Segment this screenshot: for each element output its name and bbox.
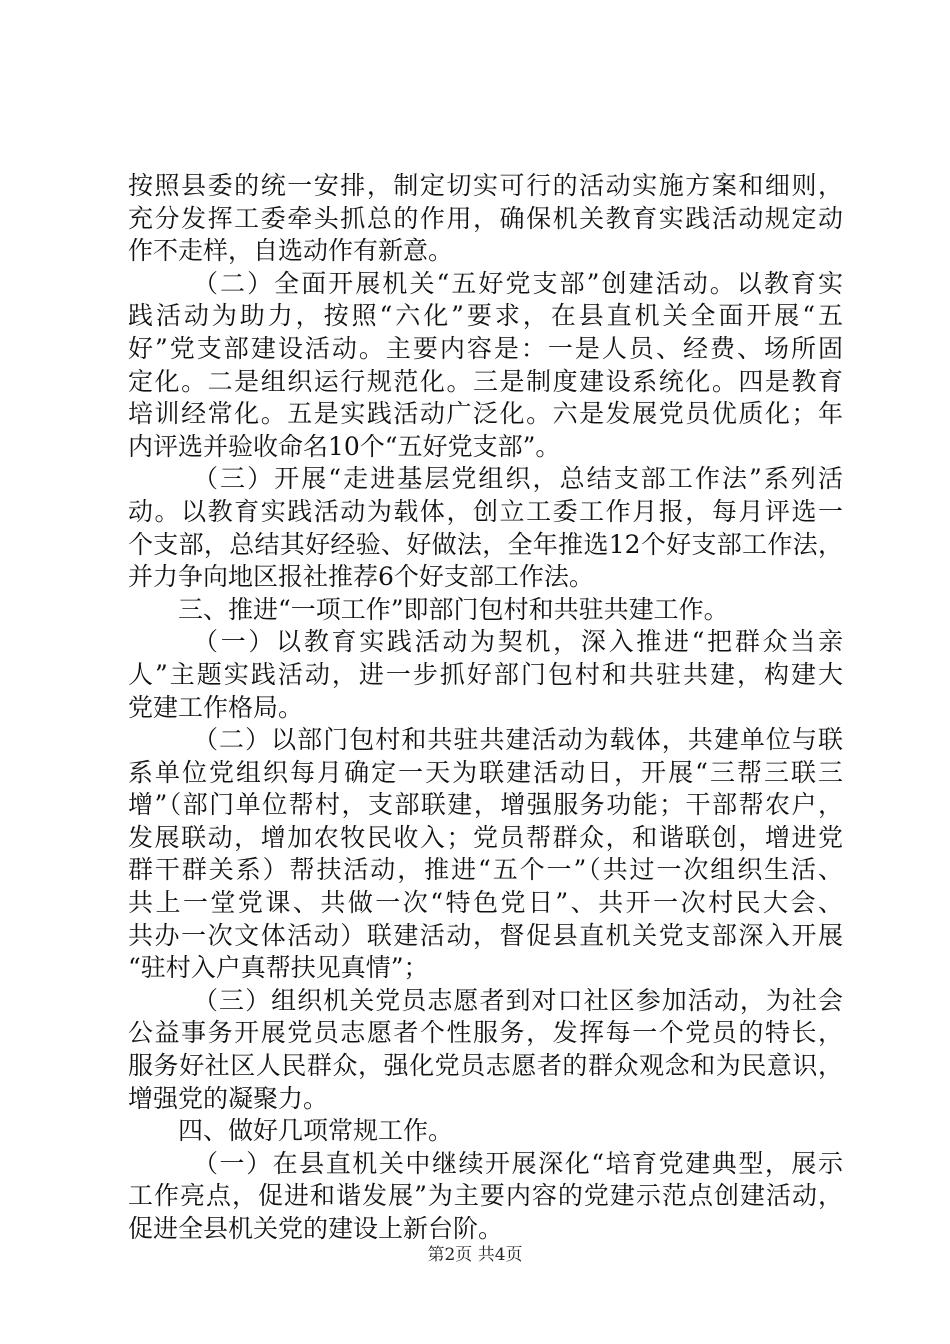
text-line: 内评选并验收命名10个“五好党支部”。: [128, 431, 561, 461]
text-line: 好”党支部建设活动。主要内容是：一是人员、经费、场所固: [128, 333, 843, 363]
text-line: 按照县委的统一安排，制定切实可行的活动实施方案和细则，: [128, 171, 843, 200]
text-line: 增”（部门单位帮村，支部联建，增强服务功能；干部帮农户，: [128, 790, 843, 820]
text-line: 定化。二是组织运行规范化。三是制度建设系统化。四是教育: [128, 366, 843, 396]
text-line: （二）以部门包村和共驻共建活动为载体，共建单位与联: [193, 725, 843, 755]
text-line: （二）全面开展机关“五好党支部”创建活动。以教育实: [193, 268, 843, 298]
text-line: 四、做好几项常规工作。: [178, 1116, 454, 1146]
text-line: 作不走样，自选动作有新意。: [128, 236, 454, 266]
text-line: 系单位党组织每月确定一天为联建活动日，开展“三帮三联三: [128, 757, 843, 787]
text-line: （三）开展“走进基层党组织，总结支部工作法”系列活: [193, 464, 843, 494]
text-line: （三）组织机关党员志愿者到对口社区参加活动，为社会: [193, 985, 843, 1015]
text-line: 人”主题实践活动，进一步抓好部门包村和共驻共建，构建大: [128, 659, 843, 689]
text-line: 培训经常化。五是实践活动广泛化。六是发展党员优质化；年: [128, 399, 843, 429]
text-line: 群干群关系）帮扶活动，推进“五个一”（共过一次组织生活、: [128, 855, 843, 885]
text-line: 共上一堂党课、共做一次“特色党日”、共开一次村民大会、: [128, 888, 843, 918]
text-line: 并力争向地区报社推荐6个好支部工作法。: [128, 562, 594, 592]
text-line: 促进全县机关党的建设上新台阶。: [128, 1214, 504, 1243]
text-line: 发展联动，增加农牧民收入；党员帮群众，和谐联创，增进党: [128, 822, 843, 852]
text-line: （一）以教育实践活动为契机，深入推进“把群众当亲: [193, 627, 843, 657]
text-line: 三、推进“一项工作”即部门包村和共驻共建工作。: [178, 594, 729, 624]
text-line: 充分发挥工委牵头抓总的作用，确保机关教育实践活动规定动: [128, 203, 843, 233]
text-line: （一）在县直机关中继续开展深化“培育党建典型，展示: [193, 1148, 843, 1178]
text-line: 服务好社区人民群众，强化党员志愿者的群众观念和为民意识，: [128, 1051, 843, 1081]
text-line: 践活动为助力，按照“六化”要求，在县直机关全面开展“五: [128, 301, 843, 331]
text-line: 增强党的凝聚力。: [128, 1083, 329, 1113]
document-body: [128, 170, 843, 1246]
text-line: 共办一次文体活动）联建活动，督促县直机关党支部深入开展: [128, 920, 843, 950]
text-line: 工作亮点，促进和谐发展”为主要内容的党建示范点创建活动，: [128, 1181, 843, 1211]
text-line: 个支部，总结其好经验、好做法，全年推选12个好支部工作法，: [128, 529, 843, 559]
text-line: “驻村入户真帮扶见真情”；: [128, 953, 429, 983]
text-line: 党建工作格局。: [128, 692, 304, 722]
page-footer: 第2页 共4页: [427, 1245, 523, 1265]
text-line: 公益事务开展党员志愿者个性服务，发挥每一个党员的特长，: [128, 1018, 843, 1048]
text-line: 动。以教育实践活动为载体，创立工委工作月报，每月评选一: [128, 496, 843, 526]
